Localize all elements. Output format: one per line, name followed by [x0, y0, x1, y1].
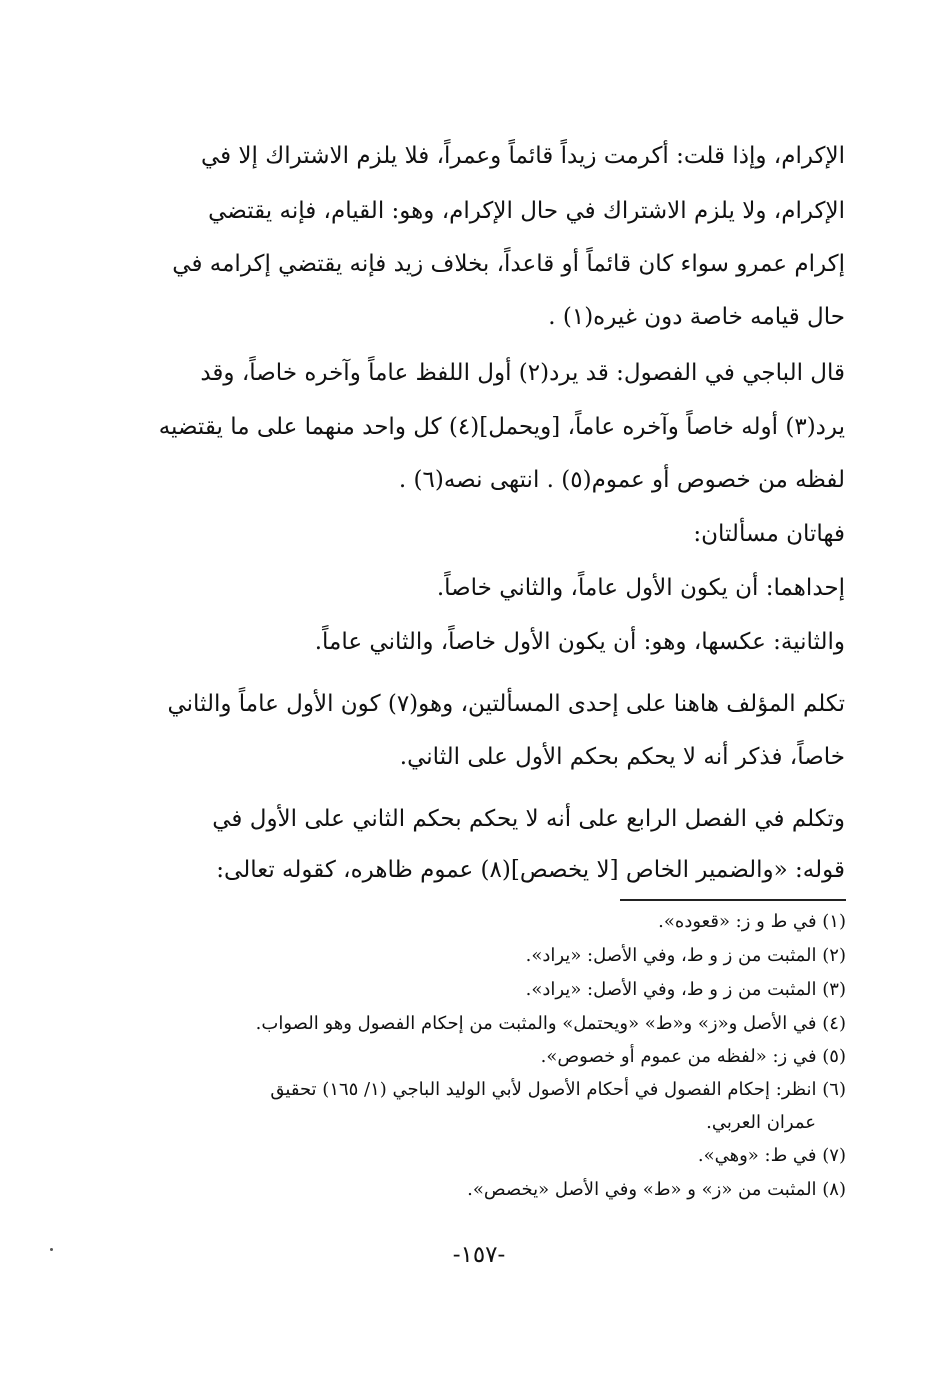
footnote: (١) في ط و ز: «قعوده».	[658, 911, 846, 932]
text-line: إكرام عمرو سواء كان قائماً أو قاعداً، بخلاف زيد فإنه يقتضي إكرامه في	[172, 251, 845, 277]
text-line: وتكلم في الفصل الرابع على أنه لا يحكم بحكم الثاني على الأول في	[212, 806, 845, 832]
text-line: والثانية: عكسها، وهو: أن يكون الأول خاصاً، والثاني عاماً.	[314, 629, 845, 655]
text-line: خاصاً، فذكر أنه لا يحكم بحكم الأول على الثاني.	[399, 744, 845, 770]
text-line: إحداهما: أن يكون الأول عاماً، والثاني خاصاً.	[436, 575, 845, 601]
footnote-continuation: عمران العربي.	[706, 1112, 816, 1133]
text-line: فهاتان مسألتان:	[693, 521, 845, 547]
text-line: يرد(٣) أوله خاصاً وآخره عاماً، [ويحمل](٤) كل واحد منهما على ما يقتضيه	[158, 414, 845, 440]
footnote: (٦) انظر: إحكام الفصول في أحكام الأصول لأبي الوليد الباجي (١/ ١٦٥) تحقيق	[270, 1079, 846, 1100]
text-line: الإكرام، وإذا قلت: أكرمت زيداً قائماً وعمراً، فلا يلزم الاشتراك إلا في	[200, 143, 845, 169]
footnote-separator	[620, 899, 846, 901]
footnote: (٢) المثبت من ز و ط، وفي الأصل: «يراد».	[525, 945, 846, 966]
footnote: (٧) في ط: «وهي».	[697, 1145, 846, 1166]
scan-speck	[50, 1248, 53, 1251]
page-number: -١٥٧-	[452, 1242, 506, 1268]
footnote: (٥) في ز: «لفظه من عموم أو خصوص».	[540, 1046, 846, 1067]
text-line: لفظه من خصوص أو عموم(٥) . انتهى نصه(٦) .	[398, 467, 845, 493]
footnote: (٤) في الأصل و«ز» و«ط» «ويحتمل» والمثبت من إحكام الفصول وهو الصواب.	[255, 1013, 846, 1034]
text-line: تكلم المؤلف هاهنا على إحدى المسألتين، وهو(٧) كون الأول عاماً والثاني	[167, 691, 845, 717]
footnote: (٨) المثبت من «ز» و «ط» وفي الأصل «يخصص».	[467, 1179, 846, 1200]
text-line: حال قيامه خاصة دون غيره(١) .	[548, 304, 845, 330]
text-line: قوله: «والضمير الخاص [لا يخصص](٨) عموم ظاهره، كقوله تعالى:	[216, 857, 845, 883]
text-line: الإكرام، ولا يلزم الاشتراك في حال الإكرام، وهو: القيام، فإنه يقتضي	[208, 198, 845, 224]
footnote: (٣) المثبت من ز و ط، وفي الأصل: «يراد».	[525, 979, 846, 1000]
text-line: قال الباجي في الفصول: قد يرد(٢) أول اللفظ عاماً وآخره خاصاً، وقد	[200, 360, 845, 386]
